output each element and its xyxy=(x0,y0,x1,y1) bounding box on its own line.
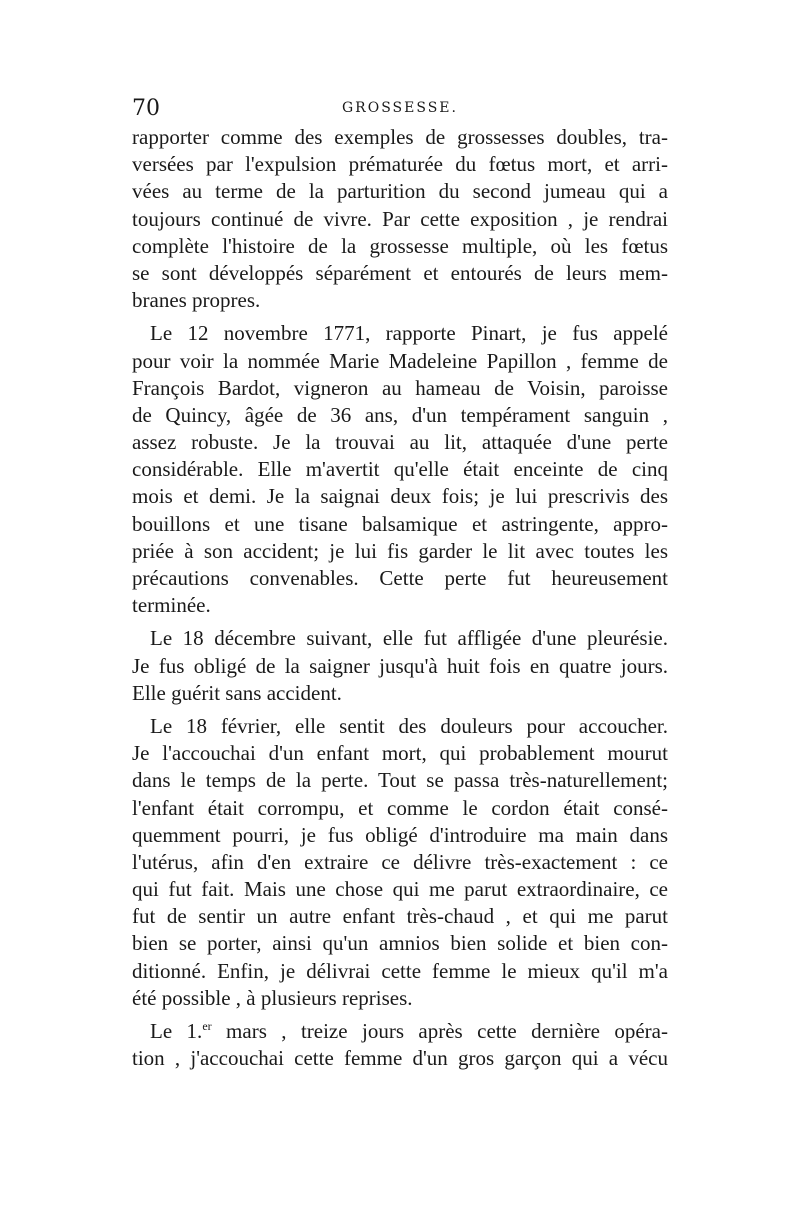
running-title: GROSSESSE. xyxy=(342,100,458,116)
paragraph-5 xyxy=(132,1018,668,1072)
text-line: bouillons et une tisane balsamique et astringente, appro- xyxy=(132,511,668,536)
line-start: Le 1. xyxy=(150,1019,203,1043)
text-line: dans le temps de la perte. Tout se passa très-naturellement; xyxy=(132,768,668,793)
text-line: quemment pourri, je fus obligé d'introduire ma main dans xyxy=(132,822,668,847)
text-line: terminée. xyxy=(132,593,211,618)
text-line: ditionné. Enfin, je délivrai cette femme le mieux qu'il m'a xyxy=(132,958,668,983)
text-line: vées au terme de la parturition du second jumeau qui a xyxy=(132,179,668,204)
text-line: priée à son accident; je lui fis garder le lit avec toutes les xyxy=(132,538,668,563)
text-line: François Bardot, vigneron au hameau de Voisin, paroisse xyxy=(132,375,668,400)
text-line: Le 18 février, elle sentit des douleurs pour accoucher. xyxy=(150,713,668,738)
page-header xyxy=(132,96,668,120)
paragraph-3 xyxy=(132,625,668,707)
text-line: branes propres. xyxy=(132,288,261,313)
text-line: se sont développés séparément et entourés de leurs mem- xyxy=(132,260,668,285)
text-line: de Quincy, âgée de 36 ans, d'un tempérament sanguin , xyxy=(132,402,668,427)
text-line: Le 12 novembre 1771, rapporte Pinart, je fus appelé xyxy=(150,321,668,346)
text-line: complète l'histoire de la grossesse multiple, où les fœtus xyxy=(132,233,668,258)
text-line: Le 18 décembre suivant, elle fut affligée d'une pleurésie. xyxy=(150,626,668,651)
paragraph-2 xyxy=(132,320,668,619)
text-line: pour voir la nommée Marie Madeleine Papillon , femme de xyxy=(132,348,668,373)
paragraph-1 xyxy=(132,124,668,314)
text-line: mois et demi. Je la saignai deux fois; je lui prescrivis des xyxy=(132,484,668,509)
text-line: tion , j'accouchai cette femme d'un gros garçon qui a vécu xyxy=(132,1046,668,1071)
page-number: 70 xyxy=(132,96,160,121)
text-line xyxy=(132,1018,668,1045)
text-line: considérable. Elle m'avertit qu'elle était enceinte de cinq xyxy=(132,457,668,482)
text-line: l'enfant était corrompu, et comme le cordon était consé- xyxy=(132,795,668,820)
text-line: bien se porter, ainsi qu'un amnios bien solide et bien con- xyxy=(132,931,668,956)
text-line: précautions convenables. Cette perte fut heureusement xyxy=(132,566,668,590)
ordinal-superscript: er xyxy=(202,1019,212,1033)
text-line: qui fut fait. Mais une chose qui me parut extraordinaire, ce xyxy=(132,877,668,902)
text-line: fut de sentir un autre enfant très-chaud , et qui me parut xyxy=(132,904,668,929)
body-text xyxy=(132,124,668,1078)
text-line: toujours continué de vivre. Par cette exposition , je rendrai xyxy=(132,206,668,231)
text-line: rapporter comme des exemples de grossesses doubles, tra- xyxy=(132,125,668,149)
text-line: Je l'accouchai d'un enfant mort, qui probablement mourut xyxy=(132,741,668,766)
text-line: Elle guérit sans accident. xyxy=(132,680,342,705)
line-rest: mars , treize jours après cette dernière opéra- xyxy=(211,1019,668,1043)
text-line: été possible , à plusieurs reprises. xyxy=(132,985,413,1010)
text-line: versées par l'expulsion prématurée du fœtus mort, et arri- xyxy=(132,152,668,177)
text-line: assez robuste. Je la trouvai au lit, attaquée d'une perte xyxy=(132,430,668,455)
text-line: l'utérus, afin d'en extraire ce délivre très-exactement : ce xyxy=(132,849,668,874)
text-line: Je fus obligé de la saigner jusqu'à huit fois en quatre jours. xyxy=(132,653,668,678)
paragraph-4 xyxy=(132,713,668,1012)
